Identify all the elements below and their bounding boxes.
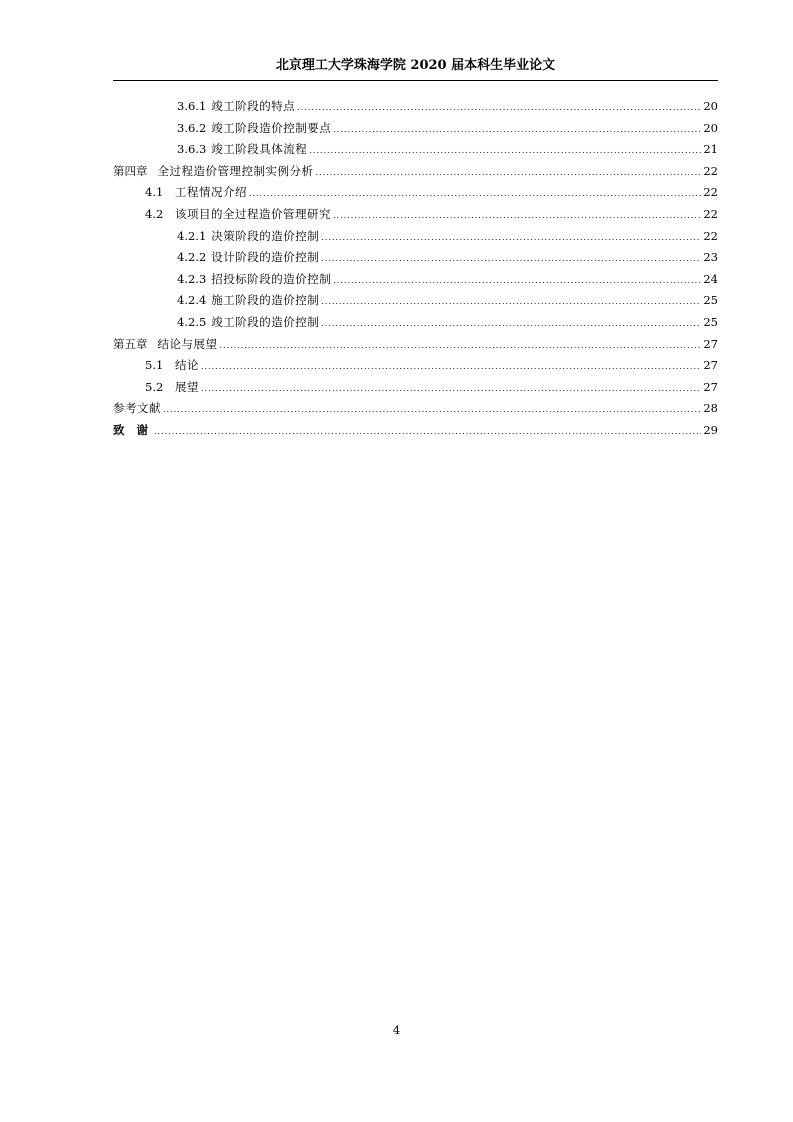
toc-entry-title: 竣工阶段造价控制要点 (211, 120, 332, 135)
toc-entry-4-1[interactable] (113, 182, 718, 204)
toc-entry-page: 23 (703, 250, 718, 265)
toc-entry-title: 决策阶段的造价控制 (211, 228, 320, 243)
toc-entry-3-6-3[interactable] (113, 139, 718, 161)
toc-entry-page: 22 (703, 163, 718, 178)
toc-dot-leader (249, 183, 701, 205)
toc-dot-leader (297, 97, 701, 119)
toc-entry-number: 第四章 (113, 163, 148, 178)
toc-entry-chapter-4[interactable] (113, 161, 718, 183)
toc-entry-title: 展望 (175, 379, 199, 394)
toc-dot-leader (201, 356, 701, 378)
toc-entry-title: 施工阶段的造价控制 (211, 293, 320, 308)
toc-entry-title: 招投标阶段的造价控制 (211, 271, 332, 286)
header-divider (113, 80, 718, 81)
toc-entry-number: 4.2.1 (177, 228, 207, 243)
toc-entry-number: 第五章 (113, 336, 148, 351)
toc-dot-leader (321, 313, 701, 335)
toc-entry-title: 致 谢 (113, 422, 153, 437)
toc-dot-leader (321, 248, 701, 270)
table-of-contents (113, 96, 718, 442)
toc-dot-leader (316, 162, 702, 184)
toc-entry-3-6-2[interactable] (113, 118, 718, 140)
toc-entry-page: 20 (703, 120, 718, 135)
toc-entry-5-1[interactable] (113, 355, 718, 377)
toc-dot-leader (201, 378, 701, 400)
toc-entry-4-2-1[interactable] (113, 226, 718, 248)
toc-dot-leader (309, 140, 701, 162)
toc-entry-title: 结论 (175, 358, 199, 373)
toc-dot-leader (321, 291, 701, 313)
toc-entry-number: 4.2.2 (177, 250, 207, 265)
toc-entry-4-2[interactable] (113, 204, 718, 226)
toc-entry-chapter-5[interactable] (113, 334, 718, 356)
toc-entry-page: 20 (703, 99, 718, 113)
toc-entry-page: 22 (703, 206, 718, 221)
toc-entry-title: 设计阶段的造价控制 (211, 250, 320, 265)
toc-entry-page: 27 (703, 358, 718, 373)
toc-entry-acknowledgements[interactable] (113, 420, 718, 442)
toc-entry-title: 参考文献 (113, 401, 161, 416)
toc-entry-title: 竣工阶段具体流程 (211, 142, 308, 157)
toc-entry-page: 29 (703, 422, 718, 437)
toc-entry-number: 3.6.1 (177, 99, 207, 113)
toc-entry-page: 27 (703, 379, 718, 394)
toc-entry-page: 22 (703, 185, 718, 200)
toc-entry-4-2-5[interactable] (113, 312, 718, 334)
toc-dot-leader (333, 119, 701, 141)
toc-entry-page: 21 (703, 142, 718, 157)
toc-entry-page: 24 (703, 271, 718, 286)
toc-entry-number: 3.6.3 (177, 142, 207, 157)
toc-entry-4-2-4[interactable] (113, 290, 718, 312)
toc-dot-leader (333, 205, 701, 227)
toc-dot-leader (333, 270, 701, 292)
toc-entry-title: 竣工阶段的特点 (211, 99, 296, 113)
page-header-title: 北京理工大学珠海学院 2020 届本科生毕业论文 (275, 58, 556, 73)
toc-entry-page: 27 (703, 336, 718, 351)
page-number: 4 (392, 1023, 401, 1037)
toc-entry-number: 4.1 (145, 185, 164, 200)
toc-dot-leader (321, 227, 701, 249)
toc-entry-number: 4.2.3 (177, 271, 207, 286)
toc-entry-title: 该项目的全过程造价管理研究 (175, 206, 331, 221)
toc-entry-title: 竣工阶段的造价控制 (211, 314, 320, 329)
toc-entry-4-2-2[interactable] (113, 247, 718, 269)
toc-entry-page: 28 (703, 401, 718, 416)
toc-entry-number: 4.2.4 (177, 293, 207, 308)
toc-entry-number: 5.1 (145, 358, 164, 373)
toc-dot-leader (163, 399, 701, 421)
toc-entry-5-2[interactable] (113, 377, 718, 399)
toc-entry-title: 工程情况介绍 (175, 185, 247, 200)
toc-entry-number: 5.2 (145, 379, 164, 394)
toc-entry-4-2-3[interactable] (113, 269, 718, 291)
toc-entry-title: 结论与展望 (157, 336, 218, 351)
toc-dot-leader (154, 421, 701, 443)
toc-dot-leader (220, 335, 702, 357)
toc-entry-number: 3.6.2 (177, 120, 207, 135)
toc-entry-page: 25 (703, 314, 718, 329)
toc-entry-page: 22 (703, 228, 718, 243)
toc-entry-number: 4.2.5 (177, 314, 207, 329)
toc-entry-title: 全过程造价管理控制实例分析 (157, 163, 314, 178)
toc-entry-number: 4.2 (145, 206, 164, 221)
toc-entry-3-6-1[interactable] (113, 96, 718, 118)
toc-entry-references[interactable] (113, 398, 718, 420)
toc-entry-page: 25 (703, 293, 718, 308)
